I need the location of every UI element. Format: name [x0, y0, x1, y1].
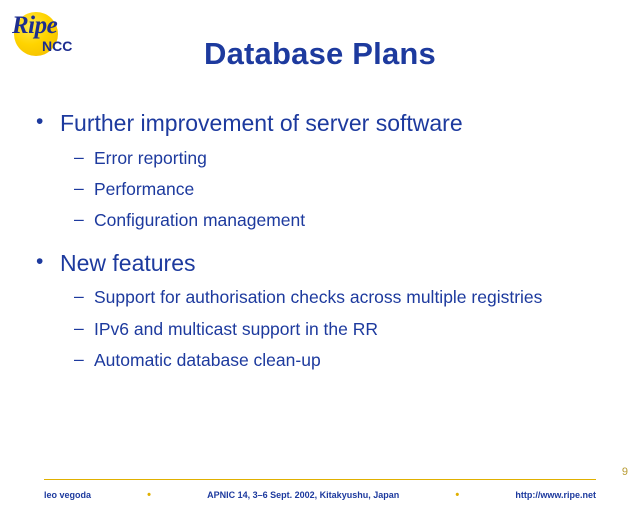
- sub-bullet-text: Performance: [94, 178, 195, 199]
- dash-glyph: –: [74, 146, 84, 167]
- footer-event: APNIC 14, 3–6 Sept. 2002, Kitakyushu, Japan: [207, 490, 400, 500]
- sub-bullet-text: Error reporting: [94, 147, 207, 168]
- bullet-text: Further improvement of server software: [60, 110, 463, 136]
- footer-separator: •: [147, 489, 151, 501]
- logo-ncc-text: NCC: [42, 38, 73, 54]
- dash-glyph: –: [74, 177, 84, 198]
- list-item: [74, 318, 606, 340]
- footer: [44, 486, 596, 504]
- dash-glyph: –: [74, 286, 84, 307]
- list-item: [74, 286, 606, 308]
- list-item: [36, 250, 606, 278]
- sub-bullet-text: Configuration management: [94, 210, 306, 231]
- dash-glyph: –: [74, 209, 84, 230]
- spacer: [36, 232, 606, 244]
- bullet-text: New features: [60, 249, 196, 276]
- list-item: [36, 110, 606, 138]
- slide-body: [36, 104, 606, 372]
- list-item: [74, 147, 606, 169]
- sub-bullet-text: Support for authorisation checks across multiple registries: [94, 287, 543, 308]
- page-title: Database Plans: [204, 36, 436, 71]
- bullet-glyph: •: [36, 249, 44, 273]
- footer-separator: •: [455, 489, 460, 501]
- dash-glyph: –: [74, 349, 84, 370]
- logo-ripe-text: Ripe: [12, 12, 58, 39]
- footer-author: leo vegoda: [44, 490, 92, 500]
- footer-url[interactable]: http://www.ripe.net: [515, 490, 596, 500]
- bullet-glyph: •: [36, 110, 44, 133]
- dash-glyph: –: [74, 317, 84, 338]
- sub-bullet-text: IPv6 and multicast support in the RR: [94, 318, 379, 339]
- list-item: [74, 349, 606, 371]
- footer-divider: [44, 479, 596, 480]
- list-item: [74, 178, 606, 200]
- list-item: [74, 209, 606, 231]
- sub-bullet-text: Automatic database clean-up: [94, 350, 321, 371]
- page-number: 9: [621, 466, 628, 478]
